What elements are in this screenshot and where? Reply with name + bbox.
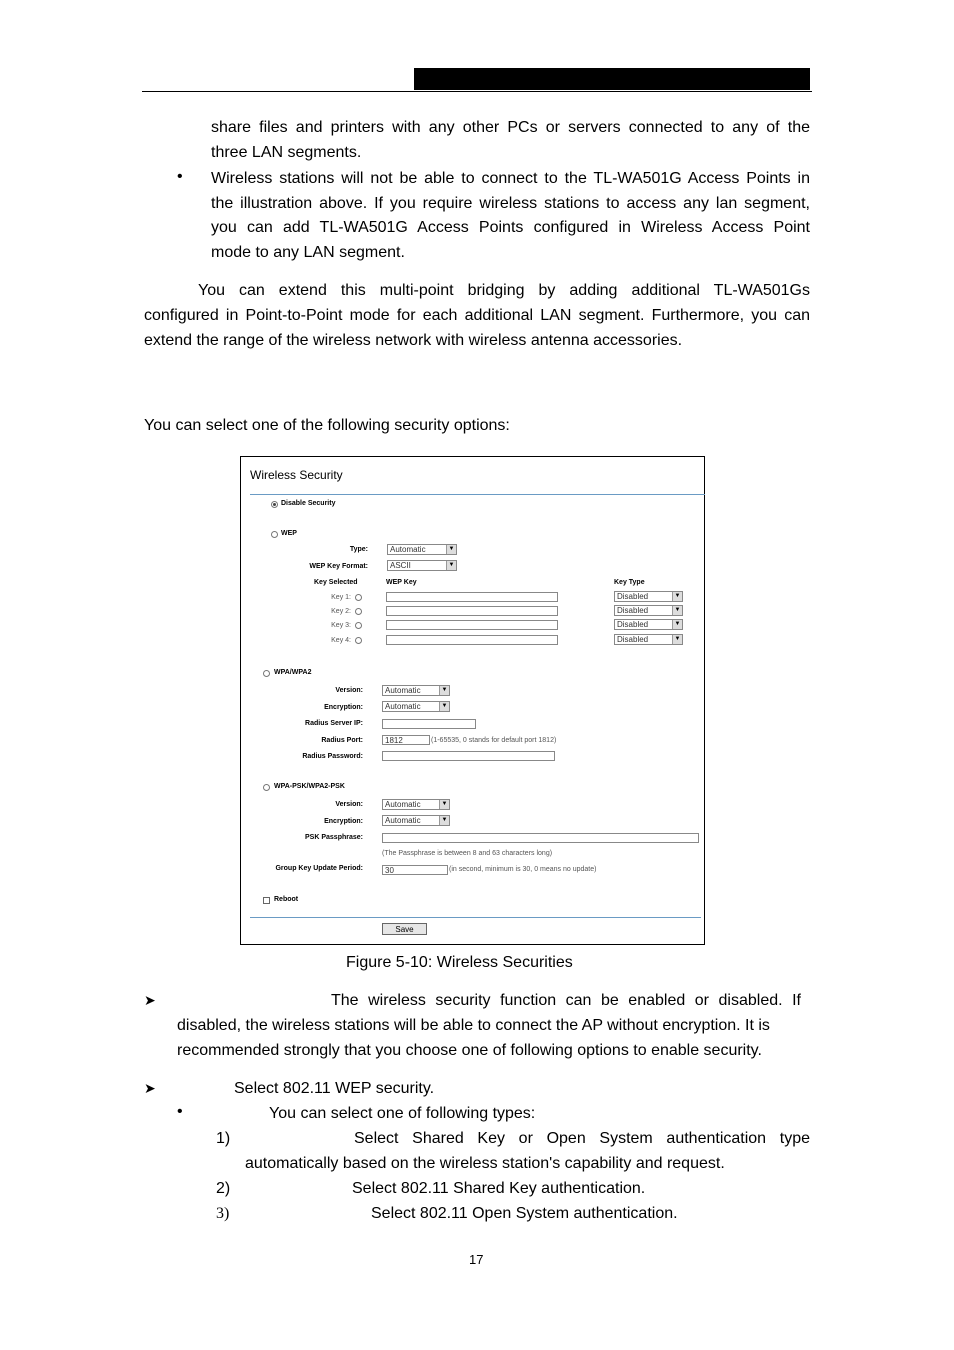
wep-key-format-select[interactable] <box>387 560 457 571</box>
arrow-bullet-icon: ➤ <box>144 992 156 1008</box>
radius-port-input[interactable]: 1812 <box>382 735 430 745</box>
psk-version-label: Version: <box>335 801 363 808</box>
header-rule <box>142 91 812 92</box>
wep-label: WEP <box>281 530 297 537</box>
wep-key-header: WEP Key <box>386 579 417 586</box>
key2-input[interactable] <box>386 606 558 616</box>
key2-type-select[interactable] <box>614 605 683 616</box>
key4-input[interactable] <box>386 635 558 645</box>
bullet2-line1: Wireless stations will not be able to connect to the TL-WA501G Access Points in <box>211 170 810 187</box>
figure-title: Wireless Security <box>250 468 343 482</box>
bullet-icon: • <box>177 168 183 185</box>
para2-line3: extend the range of the wireless network with wireless antenna accessories. <box>144 332 683 349</box>
key3-type-select[interactable] <box>614 619 683 630</box>
wpa-encryption-select[interactable] <box>382 701 450 712</box>
item3-line1: Select 802.11 Open System authentication. <box>371 1205 678 1222</box>
wep-key-format-value: ASCII <box>390 561 411 570</box>
disable-security-label: Disable Security <box>281 500 336 507</box>
save-button[interactable]: Save <box>382 923 427 935</box>
psk-version-select[interactable] <box>382 799 450 810</box>
wpa-label: WPA/WPA2 <box>274 669 312 676</box>
footer-rule <box>250 917 701 918</box>
reboot-label: Reboot <box>274 896 299 903</box>
chevron-down-icon: ▼ <box>439 686 449 695</box>
radius-password-input[interactable] <box>382 751 555 761</box>
key2-radio[interactable] <box>355 608 362 615</box>
key2-label: Key 2: <box>331 608 351 615</box>
group-key-hint: (in second, minimum is 30, 0 means no update) <box>449 866 597 873</box>
key3-type-value: Disabled <box>617 620 649 629</box>
wireless-security-figure <box>240 456 705 945</box>
key-selected-header: Key Selected <box>314 579 358 586</box>
disable-security-radio[interactable] <box>271 501 278 508</box>
bullet-icon: • <box>177 1103 183 1120</box>
group-key-label: Group Key Update Period: <box>275 865 363 872</box>
figure-caption: Figure 5-10: Wireless Securities <box>346 954 573 971</box>
disable-desc-line3: recommended strongly that you choose one of following options to enable security. <box>177 1042 762 1059</box>
para1-line2: three LAN segments. <box>211 144 362 161</box>
wep-key-format-label: WEP Key Format: <box>309 563 368 570</box>
key1-type-value: Disabled <box>617 592 649 601</box>
chevron-down-icon: ▼ <box>439 702 449 711</box>
key4-type-select[interactable] <box>614 634 683 645</box>
key1-input[interactable] <box>386 592 558 602</box>
wpa-version-value: Automatic <box>385 686 421 695</box>
key-type-header: Key Type <box>614 579 645 586</box>
key4-radio[interactable] <box>355 637 362 644</box>
title-rule <box>250 494 705 495</box>
bullet2-line2: the illustration above. If you require wireless stations to access any lan segment, <box>211 195 810 212</box>
key4-label: Key 4: <box>331 637 351 644</box>
disable-desc-line1: The wireless security function can be enabled or disabled. If <box>331 992 801 1009</box>
page-number: 17 <box>469 1252 484 1267</box>
type-desc: You can select one of following types: <box>269 1105 536 1122</box>
wpa-version-select[interactable] <box>382 685 450 696</box>
wpa-psk-label: WPA-PSK/WPA2-PSK <box>274 783 345 790</box>
chevron-down-icon: ▼ <box>446 561 456 570</box>
wep-type-value: Automatic <box>390 545 426 554</box>
psk-encryption-select[interactable] <box>382 815 450 826</box>
reboot-checkbox[interactable] <box>263 897 270 904</box>
disable-desc-line2: disabled, the wireless stations will be able to connect the AP without encryption. It is <box>177 1017 770 1034</box>
item1-line2: automatically based on the wireless station's capability and request. <box>245 1155 725 1172</box>
key1-type-select[interactable] <box>614 591 683 602</box>
chevron-down-icon: ▼ <box>672 606 682 615</box>
psk-passphrase-hint: (The Passphrase is between 8 and 63 characters long) <box>382 850 553 857</box>
wep-type-label: Type: <box>349 546 368 553</box>
wpa-encryption-label: Encryption: <box>324 704 363 711</box>
chevron-down-icon: ▼ <box>446 545 456 554</box>
wep-desc: Select 802.11 WEP security. <box>234 1080 435 1097</box>
key2-type-value: Disabled <box>617 606 649 615</box>
key1-label: Key 1: <box>331 594 351 601</box>
radius-ip-input[interactable] <box>382 719 476 729</box>
wep-type-select[interactable] <box>387 544 457 555</box>
key3-radio[interactable] <box>355 622 362 629</box>
item1-line1: Select Shared Key or Open System authentication type <box>354 1130 810 1147</box>
arrow-bullet-icon: ➤ <box>144 1080 156 1096</box>
radius-ip-label: Radius Server IP: <box>305 720 363 727</box>
chevron-down-icon: ▼ <box>672 592 682 601</box>
psk-version-value: Automatic <box>385 800 421 809</box>
wpa-version-label: Version: <box>335 687 363 694</box>
key3-input[interactable] <box>386 620 558 630</box>
bullet2-line4: mode to any LAN segment. <box>211 244 405 261</box>
psk-passphrase-input[interactable] <box>382 833 699 843</box>
chevron-down-icon: ▼ <box>439 800 449 809</box>
header-bar <box>414 68 810 90</box>
para2-line1: You can extend this multi-point bridging by adding additional TL-WA501Gs <box>198 282 810 299</box>
radius-password-label: Radius Password: <box>302 753 363 760</box>
item2-line1: Select 802.11 Shared Key authentication. <box>352 1180 646 1197</box>
radius-port-label: Radius Port: <box>321 737 363 744</box>
psk-passphrase-label: PSK Passphrase: <box>305 834 363 841</box>
item2-number: 2) <box>216 1180 231 1197</box>
chevron-down-icon: ▼ <box>439 816 449 825</box>
wpa-psk-radio[interactable] <box>263 784 270 791</box>
wpa-radio[interactable] <box>263 670 270 677</box>
key1-radio[interactable] <box>355 594 362 601</box>
chevron-down-icon: ▼ <box>672 620 682 629</box>
psk-encryption-label: Encryption: <box>324 818 363 825</box>
chevron-down-icon: ▼ <box>672 635 682 644</box>
key4-type-value: Disabled <box>617 635 649 644</box>
para2-line2: configured in Point-to-Point mode for each additional LAN segment. Furthermore, you can <box>144 307 810 324</box>
intro-text: You can select one of the following security options: <box>144 417 510 434</box>
item1-number: 1) <box>216 1130 231 1147</box>
radius-port-hint: (1-65535, 0 stands for default port 1812) <box>431 737 557 744</box>
item3-number: 3) <box>216 1205 230 1222</box>
para1-line1: share files and printers with any other PCs or servers connected to any of the <box>211 119 810 136</box>
psk-encryption-value: Automatic <box>385 816 421 825</box>
wpa-encryption-value: Automatic <box>385 702 421 711</box>
bullet2-line3: you can add TL-WA501G Access Points configured in Wireless Access Point <box>211 219 810 236</box>
key3-label: Key 3: <box>331 622 351 629</box>
wep-radio[interactable] <box>271 531 278 538</box>
group-key-input[interactable]: 30 <box>382 865 448 875</box>
